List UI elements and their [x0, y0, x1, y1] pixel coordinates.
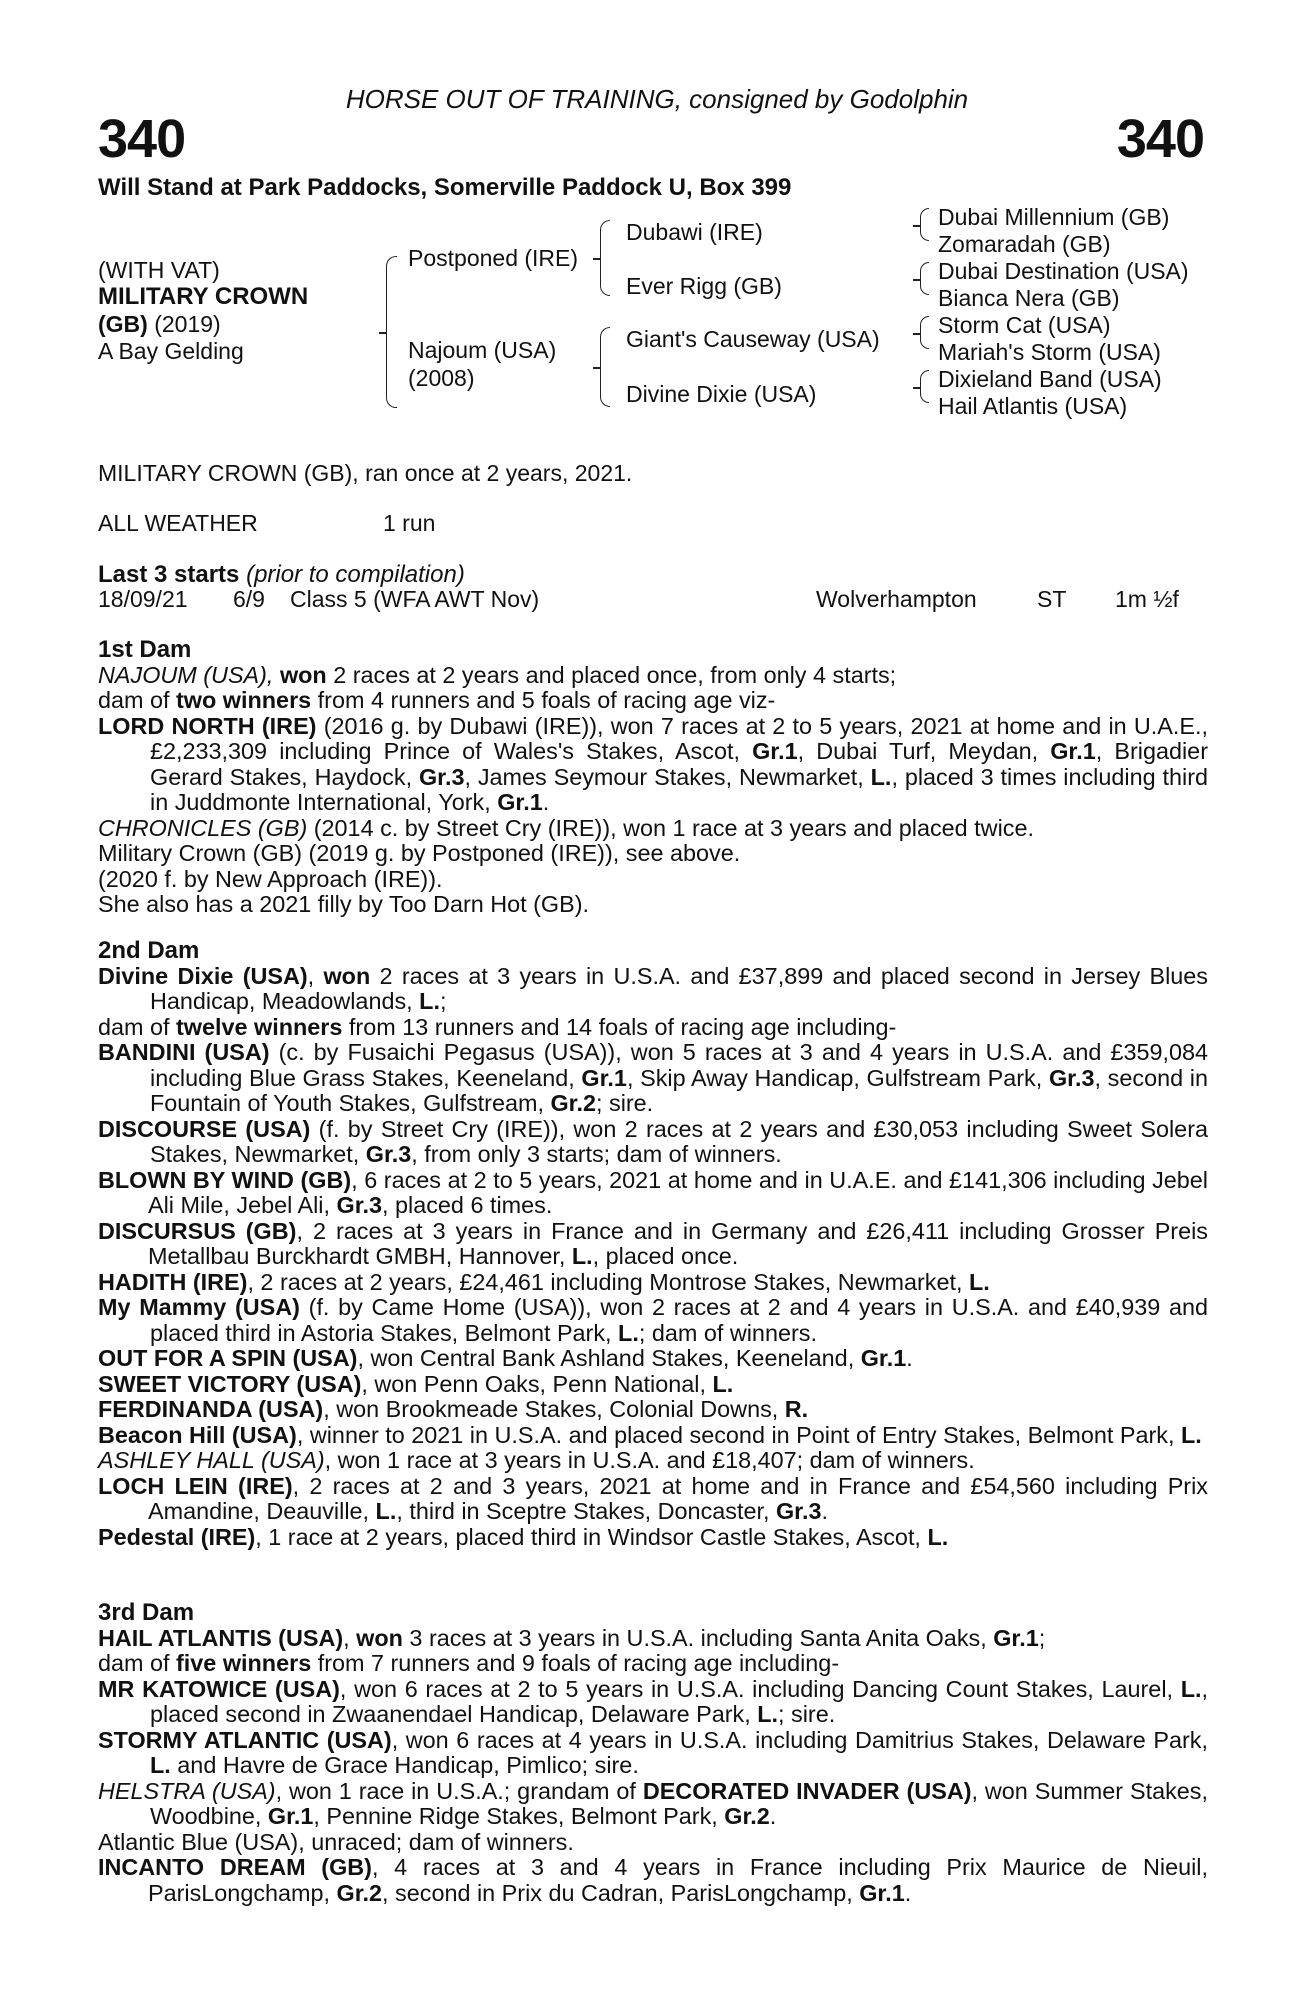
text: , Brigadier Gerard Stakes, Haydock, [150, 738, 1208, 790]
won-label: won [323, 962, 371, 989]
text: , won Summer Stakes, Woodbine, [150, 1777, 1208, 1829]
text: , 2 races at 2 years, £24,461 including Montrose Stakes, Newmarket, [247, 1268, 970, 1295]
won-label: won [279, 661, 327, 688]
progeny-bandini [98, 1040, 1208, 1117]
lot-number-left: 340 [98, 109, 186, 169]
text: , placed 6 times. [382, 1192, 553, 1218]
progeny-chronicles [98, 816, 1208, 842]
pedigree-dam: Najoum (USA) [408, 337, 557, 363]
start-going: ST [1037, 586, 1067, 612]
progeny-lord-north [98, 714, 1208, 816]
grade-label: Gr.3 [336, 1192, 383, 1218]
pedigree-bracket-ss [920, 208, 929, 241]
text: . [542, 789, 550, 815]
progeny-beacon-hill [98, 1423, 1208, 1449]
text: , placed once. [592, 1243, 739, 1269]
progeny-incanto-dream: INCANTO DREAM (GB), 4 races at 3 and 4 years in France including Prix Maurice de Nieuil, ParisLongchamp, Gr.2, second in Prix du Cadran, ParisLongchamp, Gr.1. [98, 1854, 1208, 1906]
first-dam-heading: 1st Dam [98, 636, 192, 663]
winners-count: twelve winners [176, 1013, 343, 1040]
last-starts-title: Last 3 starts [98, 561, 240, 588]
progeny-name: BANDINI (USA) [98, 1039, 270, 1065]
pedigree-dds: Dixieland Band (USA) [938, 366, 1162, 392]
progeny-pedestal [98, 1525, 1208, 1551]
pedigree-bracket-1 [386, 256, 397, 408]
start-date: 18/09/21 [98, 586, 188, 612]
pedigree-dsd: Mariah's Storm (USA) [938, 339, 1161, 365]
progeny-name: BLOWN BY WIND (GB) [98, 1166, 352, 1193]
pedigree-bracket-dam [600, 327, 610, 407]
second-dam-section [98, 938, 1208, 1550]
grade-label: Gr.1 [860, 1345, 907, 1371]
text: (2016 g. by Dubawi (IRE)), won 7 races at 2 to 5 years, 2021 at home and in U.A.E., £2,233,309 including Prince of Wales's Stakes, Ascot, [150, 712, 1208, 764]
grade-label: L. [927, 1523, 949, 1550]
text: , won 1 race at 3 years in U.S.A. and £18,407; dam of winners. [324, 1447, 975, 1473]
progeny-name: Beacon Hill (USA) [98, 1421, 297, 1448]
winners-count: two winners [176, 687, 312, 713]
first-dam-2021-filly: She also has a 2021 filly by Too Darn Hot (GB). [98, 891, 590, 917]
won-label: won [356, 1624, 403, 1651]
progeny-name: DISCURSUS (GB) [98, 1217, 297, 1244]
text: 3 races at 3 years in U.S.A. including Santa Anita Oaks, [402, 1624, 994, 1651]
text: , third in Sceptre Stakes, Doncaster, [396, 1498, 776, 1524]
pedigree-bracket-sire [600, 220, 610, 296]
last-starts-heading [98, 561, 465, 589]
progeny-name: DECORATED INVADER (USA) [642, 1777, 972, 1804]
text: , won 6 races at 4 years in U.S.A. including Damitrius Stakes, Delaware Park, [391, 1726, 1208, 1753]
start-position: 6/9 [233, 586, 265, 612]
last-starts-note: (prior to compilation) [246, 561, 465, 588]
text: , Skip Away Handicap, Gulfstream Park, [626, 1064, 1049, 1091]
horse-origin-year [98, 311, 221, 337]
text: from 7 runners and 9 foals of racing age including- [311, 1650, 840, 1676]
third-dam-heading: 3rd Dam [98, 1599, 195, 1626]
text: , Dubai Turf, Meydan, [797, 738, 1051, 764]
surface-label: ALL WEATHER [98, 510, 258, 536]
horse-origin: (GB) [98, 311, 148, 337]
text: (f. by Came Home (USA)), won 2 races at 2 and 4 years in U.S.A. and £40,939 and placed third in Astoria Stakes, Belmont Park, [150, 1294, 1208, 1346]
progeny-name: HELSTRA (USA) [98, 1777, 276, 1804]
grade-label: L. [757, 1701, 779, 1727]
progeny-name: MR KATOWICE (USA) [98, 1675, 340, 1702]
horse-name: MILITARY CROWN [98, 283, 309, 310]
progeny-discourse [98, 1117, 1208, 1168]
text: , second in Fountain of Youth Stakes, Gulfstream, [150, 1064, 1209, 1116]
progeny-name: INCANTO DREAM (GB) [98, 1854, 372, 1880]
grade-label: L. [712, 1370, 734, 1397]
first-dam-section [98, 637, 1208, 918]
pedigree-sdd: Bianca Nera (GB) [938, 285, 1120, 311]
text: , winner to 2021 in U.S.A. and placed second in Point of Entry Stakes, Belmont Park, [296, 1421, 1181, 1448]
text: , 2 races at 3 years in France and in Germany and £26,411 including Grosser Preis Metallbau Burckhardt GMBH, Hannover, [148, 1217, 1208, 1269]
progeny-blown-by-wind [98, 1168, 1208, 1219]
progeny-ashley-hall [98, 1448, 1208, 1474]
first-dam-record [98, 663, 1208, 689]
start-distance: 1m ½f [1115, 586, 1179, 612]
progeny-ferdinanda [98, 1397, 1208, 1423]
horse-description: A Bay Gelding [98, 338, 244, 364]
progeny-atlantic-blue: Atlantic Blue (USA), unraced; dam of winners. [98, 1828, 574, 1855]
progeny-name: LOCH LEIN (IRE) [98, 1472, 293, 1499]
third-dam-record: HAIL ATLANTIS (USA), won 3 races at 3 years in U.S.A. including Santa Anita Oaks, Gr.1; [98, 1624, 1046, 1651]
pedigree-sire-sire: Dubawi (IRE) [626, 219, 763, 245]
grade-label: Gr.2 [724, 1803, 770, 1829]
grade-label: Gr.1 [497, 789, 543, 815]
first-dam-name: NAJOUM (USA), [98, 661, 274, 688]
grade-label: L. [870, 763, 892, 790]
pedigree-sire: Postponed (IRE) [408, 245, 579, 271]
grade-label: L. [419, 988, 440, 1014]
text: , won 1 race in U.S.A.; grandam of [275, 1777, 643, 1804]
race-summary: MILITARY CROWN (GB), ran once at 2 years, 2021. [98, 460, 633, 486]
pedigree-bracket-sd [920, 262, 929, 295]
text: (c. by Fusaichi Pegasus (USA)), won 5 races at 3 and 4 years in U.S.A. and £359,084 including Blue Grass Stakes, Keeneland, [150, 1039, 1209, 1091]
progeny-discursus [98, 1219, 1208, 1270]
progeny-name: STORMY ATLANTIC (USA) [98, 1726, 392, 1753]
grade-label: Gr.1 [752, 738, 798, 764]
pedigree-sss: Dubai Millennium (GB) [938, 204, 1170, 230]
second-dam-heading: 2nd Dam [98, 937, 200, 964]
text: , from only 3 starts; dam of winners. [411, 1141, 782, 1167]
progeny-name: Pedestal (IRE) [98, 1523, 256, 1550]
pedigree-dam-sire: Giant's Causeway (USA) [626, 326, 880, 352]
grade-label: Gr.1 [1050, 738, 1096, 764]
second-dam-produce [98, 1015, 1208, 1041]
text: ; sire. [596, 1090, 654, 1116]
grade-label: Gr.3 [775, 1498, 822, 1524]
pedigree-bracket-ds [920, 316, 929, 349]
grade-label: Gr.2 [550, 1090, 596, 1116]
text: , placed second in Zwaanendael Handicap, Delaware Park, [150, 1675, 1208, 1727]
text: , 1 race at 2 years, placed third in Windsor Castle Stakes, Ascot, [255, 1523, 928, 1550]
grade-label: R. [784, 1396, 809, 1422]
grade-label: L. [1180, 1675, 1202, 1702]
text: , placed 3 times including third in Juddmonte International, York, [150, 763, 1208, 815]
catalogue-header: HORSE OUT OF TRAINING, consigned by Godolphin [345, 84, 969, 114]
pedigree-ssd: Zomaradah (GB) [938, 231, 1111, 257]
text: (2014 c. by Street Cry (IRE)), won 1 race at 3 years and placed twice. [307, 814, 1034, 841]
text: , 6 races at 2 to 5 years, 2021 at home and in U.A.E. and £141,306 including Jebel Ali Mile, Jebel Ali, [148, 1166, 1208, 1218]
third-dam-section [98, 1600, 1208, 1906]
text: (f. by Street Cry (IRE)), won 2 races at 2 years and £30,053 including Sweet Solera Stakes, Newmarket, [150, 1115, 1208, 1167]
vat-label: (WITH VAT) [98, 257, 220, 283]
grade-label: L. [618, 1319, 639, 1346]
first-dam-produce [98, 688, 1208, 714]
grade-label: L. [375, 1498, 397, 1524]
progeny-stormy-atlantic [98, 1728, 1208, 1779]
text: , won Central Bank Ashland Stakes, Keeneland, [357, 1345, 861, 1371]
text: from 13 runners and 14 foals of racing age including- [342, 1013, 897, 1040]
text: 2 races at 3 years in U.S.A. and £37,899 and placed second in Jersey Blues Handicap, Meadowlands, [150, 962, 1208, 1014]
text: , won Penn Oaks, Penn National, [361, 1370, 713, 1397]
grade-label: Gr.3 [418, 763, 465, 790]
grade-label: L. [150, 1752, 171, 1778]
pedigree-dss: Storm Cat (USA) [938, 312, 1111, 338]
pedigree-sire-dam: Ever Rigg (GB) [626, 273, 782, 299]
pedigree-sds: Dubai Destination (USA) [938, 258, 1189, 284]
grade-label: Gr.1 [267, 1803, 314, 1829]
grade-label: Gr.3 [1048, 1064, 1095, 1091]
surface-runs: 1 run [383, 510, 436, 536]
grade-label: Gr.2 [336, 1879, 383, 1906]
progeny-name: My Mammy (USA) [98, 1294, 300, 1320]
progeny-name: OUT FOR A SPIN (USA) [98, 1345, 358, 1371]
text: , James Seymour Stakes, Newmarket, [464, 763, 871, 790]
progeny-my-mammy [98, 1295, 1208, 1346]
grade-label: L. [1180, 1421, 1202, 1448]
progeny-name: SWEET VICTORY (USA) [98, 1370, 362, 1397]
progeny-name: DISCOURSE (USA) [98, 1115, 311, 1142]
progeny-out-for-a-spin: OUT FOR A SPIN (USA), won Central Bank Ashland Stakes, Keeneland, Gr.1. [98, 1345, 913, 1371]
grade-label: L. [571, 1243, 593, 1269]
grade-label: Gr.1 [993, 1624, 1039, 1651]
horse-year: (2019) [147, 311, 221, 337]
start-race: Class 5 (WFA AWT Nov) [290, 586, 540, 612]
progeny-2020-foal: (2020 f. by New Approach (IRE)). [98, 865, 443, 892]
progeny-mr-katowice [98, 1677, 1208, 1728]
grade-label: L. [969, 1268, 990, 1295]
progeny-hadith [98, 1270, 1208, 1296]
text: dam of [98, 1013, 177, 1040]
stand-location: Will Stand at Park Paddocks, Somerville Paddock U, Box 399 [98, 174, 792, 201]
third-dam-produce [98, 1651, 1208, 1677]
second-dam-record: Divine Dixie (USA), won 2 races at 3 years in U.S.A. and £37,899 and placed second in Jersey Blues Handicap, Meadowlands, L.; [98, 962, 1208, 1014]
pedigree-dam-dam: Divine Dixie (USA) [626, 381, 817, 407]
progeny-helstra: HELSTRA (USA), won 1 race in U.S.A.; grandam of DECORATED INVADER (USA), won Summer Stakes, Woodbine, Gr.1, Pennine Ridge Stakes, Belmont Park, Gr.2. [98, 1777, 1208, 1829]
progeny-name: FERDINANDA (USA) [98, 1396, 324, 1422]
text: and Havre de Grace Handicap, Pimlico; sire. [170, 1752, 639, 1778]
text: , 4 races at 3 and 4 years in France including Prix Maurice de Nieuil, ParisLongchamp, [148, 1854, 1208, 1906]
text: dam of [98, 1650, 177, 1676]
text: , won 6 races at 2 to 5 years in U.S.A. including Dancing Count Stakes, Laurel, [339, 1675, 1181, 1702]
progeny-name: HADITH (IRE) [98, 1268, 248, 1295]
text: , Pennine Ridge Stakes, Belmont Park, [313, 1803, 725, 1829]
pedigree-dam-year: (2008) [408, 365, 475, 391]
grade-label: Gr.1 [581, 1064, 627, 1091]
text: ; sire. [778, 1701, 836, 1727]
progeny-name: ASHLEY HALL (USA) [98, 1447, 325, 1473]
first-dam-text: 2 races at 2 years and placed once, from only 4 starts; [326, 661, 897, 688]
progeny-name: CHRONICLES (GB) [98, 814, 308, 841]
text: , second in Prix du Cadran, ParisLongchamp, [382, 1879, 860, 1906]
second-dam-name: Divine Dixie (USA) [98, 962, 308, 989]
text: from 4 runners and 5 foals of racing age viz- [311, 687, 776, 713]
third-dam-name: HAIL ATLANTIS (USA) [98, 1624, 344, 1651]
progeny-military-crown: Military Crown (GB) (2019 g. by Postponed (IRE)), see above. [98, 840, 741, 866]
pedigree-ddd: Hail Atlantis (USA) [938, 393, 1128, 419]
progeny-sweet-victory [98, 1372, 1208, 1398]
progeny-loch-lein: LOCH LEIN (IRE), 2 races at 2 and 3 years, 2021 at home and in France and £54,560 including Prix Amandine, Deauville, L., third in Sceptre Stakes, Doncaster, Gr.3. [98, 1472, 1208, 1524]
text: dam of [98, 687, 177, 713]
grade-label: Gr.1 [859, 1879, 905, 1906]
text: ; dam of winners. [638, 1319, 817, 1346]
text: , won Brookmeade Stakes, Colonial Downs, [323, 1396, 785, 1422]
start-course: Wolverhampton [816, 586, 977, 612]
winners-count: five winners [176, 1650, 312, 1676]
pedigree-bracket-dd [920, 370, 929, 403]
progeny-name: LORD NORTH (IRE) [98, 712, 317, 739]
lot-number-right: 340 [1116, 109, 1204, 169]
text: , 2 races at 2 and 3 years, 2021 at home and in France and £54,560 including Prix Amandine, Deauville, [148, 1472, 1208, 1524]
grade-label: Gr.3 [365, 1141, 412, 1167]
